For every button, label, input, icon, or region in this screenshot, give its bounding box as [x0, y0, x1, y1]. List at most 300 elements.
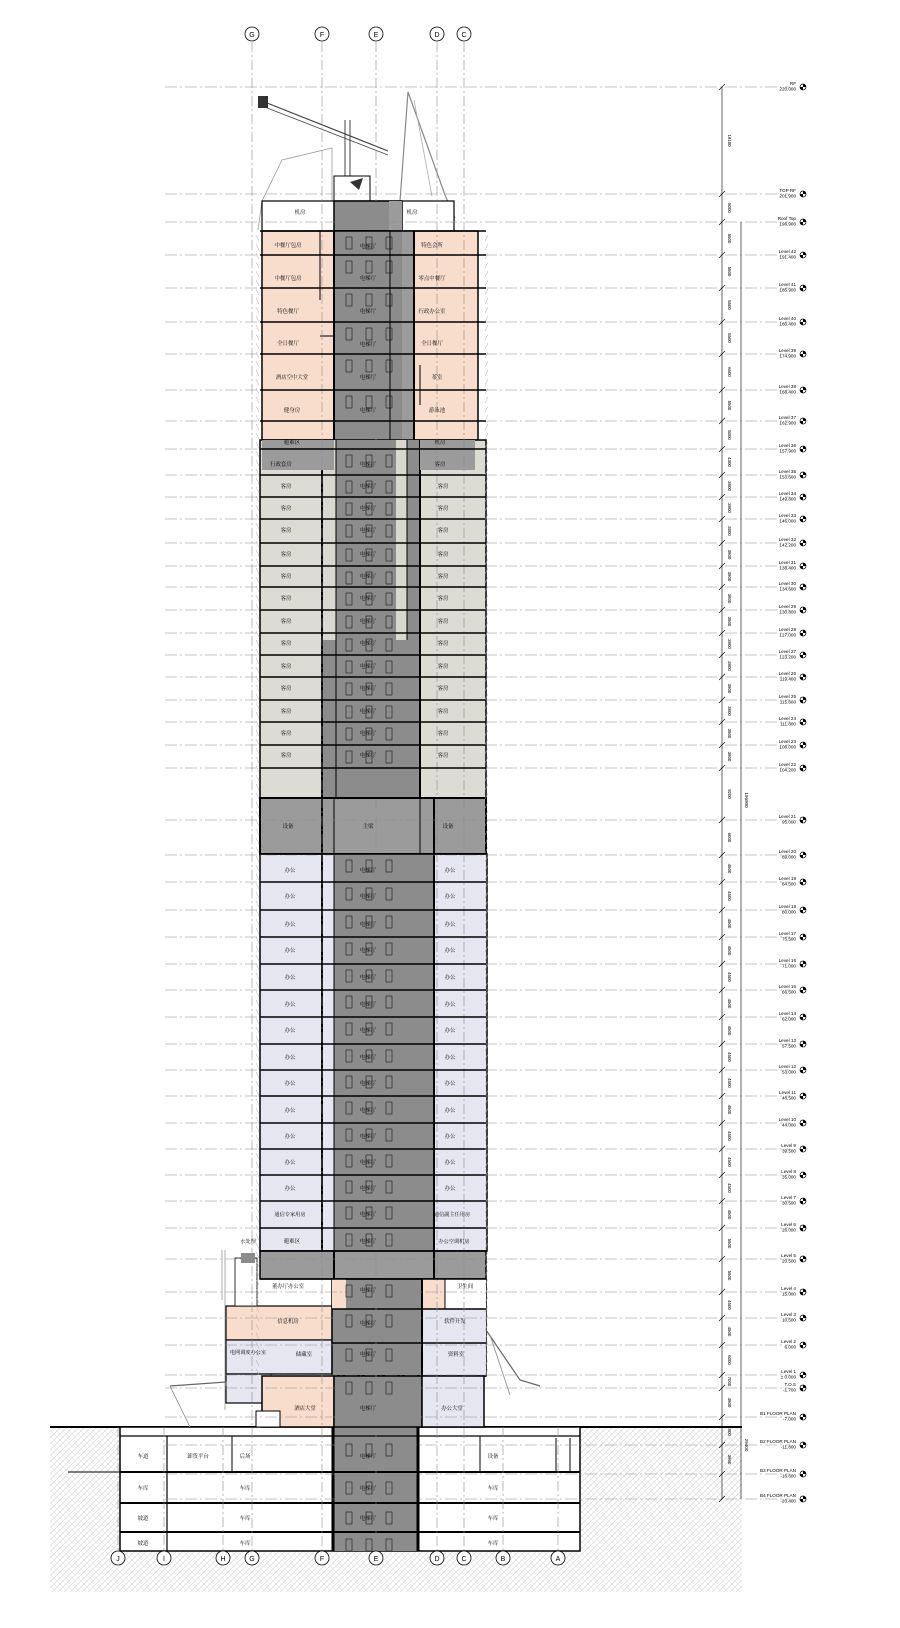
- core-label: 电梯厅: [359, 596, 377, 602]
- core-label: 电梯厅: [359, 574, 377, 580]
- room-label-office: 办公: [284, 1134, 296, 1140]
- room-label-office: 办公: [444, 948, 456, 954]
- dimension-value: 5500: [727, 333, 732, 343]
- level-elevation: 111.800: [780, 721, 796, 727]
- level-elevation: -20.400: [780, 1498, 796, 1504]
- room-label-l38-right: 茶室: [431, 375, 443, 381]
- dimension-value: 3800: [727, 683, 732, 694]
- core-label: 电梯厅: [359, 484, 377, 490]
- room-label-office: 办公: [284, 922, 296, 928]
- grid-label-bottom: A: [555, 1556, 561, 1563]
- room-label-guest: 客房: [280, 574, 292, 580]
- dimension-value: 3800: [727, 571, 732, 582]
- level-elevation: 30.500: [781, 1200, 796, 1206]
- room-label-l42-left: 中餐厅包房: [274, 243, 302, 249]
- grid-label-bottom: E: [373, 1556, 379, 1563]
- core-label: 电梯厅: [359, 375, 377, 381]
- core-label: 电梯厅: [359, 686, 377, 692]
- dimension-value: 5500: [727, 266, 732, 277]
- room-label-l7-left: 通信专家用房: [274, 1212, 306, 1218]
- core-label: 电梯厅: [359, 1406, 377, 1412]
- level-name: Level 2: [781, 1339, 796, 1344]
- room-label-office: 办公: [444, 1002, 456, 1008]
- dimension-value: 4500: [727, 1300, 732, 1310]
- room-label-b2-garage: 车库: [137, 1486, 149, 1492]
- level-elevation: 71.000: [781, 963, 796, 969]
- level-elevation: 66.500: [781, 989, 796, 995]
- dimension-value: 6500: [727, 367, 732, 377]
- dimension-value: 7000: [727, 1376, 732, 1387]
- core-label: 电梯厅: [359, 1028, 377, 1034]
- level-name: Level 40: [778, 316, 796, 321]
- level-name: Level 13: [778, 1038, 796, 1043]
- level-elevation: 95.000: [781, 819, 796, 825]
- room-label-b1-right: 设备: [487, 1454, 499, 1460]
- room-label-office: 办公: [284, 975, 296, 981]
- level-name: Level 38: [778, 384, 796, 389]
- room-label-b3-garage: 车库: [239, 1516, 251, 1522]
- level-elevation: 142.200: [779, 542, 796, 548]
- grid-label-top: D: [434, 32, 440, 39]
- core-label: 电梯厅: [359, 948, 377, 954]
- level-elevation: 57.500: [781, 1043, 796, 1049]
- level-name: Level 8: [781, 1169, 796, 1174]
- level-elevation: 196.900: [779, 221, 796, 227]
- room-label-guest: 客房: [437, 641, 449, 647]
- level-elevation: 26.000: [781, 1227, 796, 1233]
- level-elevation: 115.600: [779, 699, 796, 705]
- core-label: 电梯厅: [359, 731, 377, 737]
- grid-label-bottom: G: [249, 1556, 255, 1563]
- level-name: Level 22: [778, 762, 796, 767]
- level-elevation: 134.600: [779, 586, 796, 592]
- room-label-l36-left: 避难区: [283, 440, 301, 446]
- room-label-guest: 客房: [280, 528, 292, 534]
- room-label-l1-right: 办公大堂: [441, 1406, 463, 1412]
- core-label: 电梯厅: [359, 894, 377, 900]
- level-elevation: 20.500: [781, 1258, 796, 1264]
- core-label: 电梯厅: [359, 1516, 377, 1522]
- dimension-value: 5500: [727, 233, 732, 244]
- grid-label-bottom: B: [500, 1556, 506, 1563]
- core-label: 电梯厅: [359, 1134, 377, 1140]
- level-name: Level 28: [778, 627, 796, 632]
- room-label-guest: 客房: [437, 753, 449, 759]
- grid-label-bottom: C: [461, 1556, 467, 1563]
- room-label-l36-right: 机房: [434, 440, 446, 446]
- room-label-l6-outside: 水处理: [240, 1239, 256, 1245]
- dimension-value: 3800: [727, 1454, 732, 1465]
- level-elevation: 35.000: [781, 1174, 796, 1180]
- core-label: 电梯厅: [359, 922, 377, 928]
- level-name: Level 10: [778, 1117, 796, 1122]
- level-name: B1 FLOOR PLAN: [760, 1411, 796, 1416]
- room-label-guest: 客房: [280, 641, 292, 647]
- dimension-value: 4800: [727, 1426, 732, 1436]
- level-name: Level 4: [781, 1286, 796, 1291]
- room-label-office: 办公: [284, 1186, 296, 1192]
- core-label: 电梯厅: [359, 664, 377, 670]
- dimension-value: 3800: [727, 751, 732, 762]
- dimension-total: 196900: [744, 792, 749, 808]
- grid-label-top: G: [249, 32, 255, 39]
- level-name: Level 9: [781, 1143, 796, 1148]
- level-name: Level 27: [778, 649, 796, 654]
- room-label-guest: 客房: [280, 596, 292, 602]
- level-name: Level 21: [778, 814, 796, 819]
- level-elevation: 191.400: [779, 254, 796, 260]
- level-elevation: 220.000: [779, 86, 796, 92]
- level-name: Level 16: [778, 958, 796, 963]
- room-label-office: 办公: [444, 1028, 456, 1034]
- dimension-value: 4500: [727, 891, 732, 901]
- dimension-value: 5500: [727, 1270, 732, 1281]
- room-label-l5-right: 卫生间: [456, 1284, 474, 1290]
- level-name: Level 3: [781, 1312, 796, 1317]
- level-name: Level 11: [778, 1090, 796, 1095]
- dimension-value: 5500: [727, 300, 732, 310]
- level-elevation: -16.600: [780, 1473, 796, 1479]
- room-label-b2-garage: 车库: [239, 1486, 251, 1492]
- dimension-value: 4500: [727, 918, 732, 929]
- room-label-l7-right: 通信副主任用房: [433, 1212, 471, 1218]
- dimension-value: 3800: [727, 549, 732, 560]
- room-label-b1-platform: 卸货平台: [187, 1454, 209, 1460]
- room-label-guest: 客房: [437, 574, 449, 580]
- level-name: Level 19: [778, 876, 796, 881]
- level-name: Level 5: [781, 1253, 796, 1258]
- room-label-office: 办公: [284, 948, 296, 954]
- dimension-value: 4500: [727, 1183, 732, 1193]
- room-label-l39-left: 全日餐厅: [277, 341, 299, 347]
- room-label-guest: 客房: [437, 731, 449, 737]
- level-name: Level 37: [778, 415, 796, 420]
- level-name: Level 15: [778, 984, 796, 989]
- level-name: Level 6: [781, 1222, 796, 1227]
- level-elevation: -11.800: [780, 1444, 796, 1450]
- dimension-value: 4800: [727, 1397, 732, 1408]
- room-label-l21-mid: 主梁: [362, 824, 374, 830]
- dimension-value: 3800: [727, 503, 732, 513]
- dimension-value: 4500: [727, 1131, 732, 1141]
- level-elevation: 89.000: [781, 854, 796, 860]
- level-elevation: 15.000: [781, 1291, 796, 1297]
- room-label-roof-right: 机房: [406, 210, 418, 216]
- room-label-l39-right: 全日餐厅: [421, 341, 443, 347]
- grid-label-top: E: [373, 32, 379, 39]
- room-label-l4-right: 软件开发: [444, 1319, 466, 1325]
- level-elevation: 44.000: [781, 1122, 796, 1128]
- room-label-b3-ramp: 坡道: [137, 1516, 149, 1522]
- dimension-value: 5000: [727, 203, 732, 213]
- core-label: 电梯厅: [359, 506, 377, 512]
- core-label: 电梯厅: [359, 1239, 377, 1245]
- room-label-office: 办公: [444, 922, 456, 928]
- room-label-guest: 客房: [437, 552, 449, 558]
- room-label-l35-left: 行政套房: [270, 462, 292, 468]
- level-name: Level 20: [778, 849, 796, 854]
- grid-label-bottom: H: [220, 1556, 226, 1563]
- level-name: Level 17: [778, 931, 796, 936]
- grid-label-top: F: [319, 32, 325, 39]
- grid-label-bottom: I: [163, 1556, 165, 1563]
- level-elevation: 185.900: [779, 287, 796, 293]
- dimension-value: 3800: [727, 616, 732, 627]
- level-elevation: 75.500: [781, 936, 796, 942]
- core-label: 电梯厅: [359, 276, 377, 282]
- level-elevation: 123.200: [779, 654, 796, 660]
- level-name: Level 42: [778, 249, 796, 254]
- room-label-office: 办公: [444, 1134, 456, 1140]
- room-label-l41-right: 零点中餐厅: [418, 276, 446, 282]
- core-label: 电梯厅: [359, 1288, 377, 1294]
- room-label-b2-garage: 车库: [487, 1486, 499, 1492]
- level-elevation: 138.400: [779, 565, 796, 571]
- grid-label-bottom: F: [319, 1556, 325, 1563]
- level-name: Level 12: [778, 1064, 796, 1069]
- level-elevation: 146.000: [779, 518, 796, 524]
- level-elevation: 180.400: [779, 321, 796, 327]
- dimension-value: 5000: [727, 430, 732, 440]
- level-elevation: ± 0.000: [780, 1374, 796, 1380]
- level-name: T.O.S: [784, 1382, 796, 1387]
- dimension-value: 4500: [727, 1326, 732, 1337]
- level-name: Level 36: [778, 443, 796, 448]
- dimension-value: 3800: [727, 639, 732, 649]
- room-label-b1-yard: 后场: [239, 1454, 251, 1460]
- room-label-l21-left: 设备: [282, 824, 294, 830]
- dimension-value: 3800: [727, 706, 732, 716]
- level-elevation: 80.000: [781, 909, 796, 915]
- level-elevation: 84.500: [781, 881, 796, 887]
- room-label-guest: 客房: [437, 686, 449, 692]
- core-label: 电梯厅: [359, 1186, 377, 1192]
- core-label: 电梯厅: [359, 1321, 377, 1327]
- room-label-guest: 客房: [437, 619, 449, 625]
- core-label: 电梯厅: [359, 868, 377, 874]
- level-elevation: 104.200: [779, 767, 796, 773]
- level-elevation: 6.000: [784, 1344, 796, 1350]
- level-name: Level 25: [778, 694, 796, 699]
- dimension-value: 6000: [727, 832, 732, 843]
- room-label-l40-left: 特色餐厅: [277, 309, 299, 315]
- room-label-office: 办公: [444, 975, 456, 981]
- level-name: Roof Top: [777, 216, 796, 221]
- room-label-l1-left: 酒店大堂: [294, 1406, 316, 1412]
- room-label-l5-left: 董办厅办公室: [271, 1284, 305, 1290]
- level-elevation: 39.500: [781, 1148, 796, 1154]
- dimension-value: 18100: [727, 134, 732, 147]
- level-elevation: 162.900: [779, 420, 796, 426]
- room-label-guest: 客房: [280, 709, 292, 715]
- grid-label-bottom: D: [434, 1556, 440, 1563]
- core-label: 电梯厅: [359, 462, 377, 468]
- level-name: Level 23: [778, 739, 796, 744]
- core-label: 电梯厅: [359, 1055, 377, 1061]
- level-name: Level 41: [778, 282, 796, 287]
- room-label-l42-right: 特色会所: [421, 243, 443, 249]
- level-name: Level 30: [778, 581, 796, 586]
- dimension-value: 3800: [727, 593, 732, 604]
- dimension-value: 3800: [727, 661, 732, 671]
- level-name: Level 18: [778, 904, 796, 909]
- level-elevation: 108.000: [779, 744, 796, 750]
- level-elevation: 149.800: [779, 496, 796, 502]
- room-label-guest: 客房: [280, 731, 292, 737]
- level-name: Level 35: [778, 469, 796, 474]
- core-label: 电梯厅: [359, 408, 377, 414]
- level-name: Level 39: [778, 348, 796, 353]
- level-elevation: 168.400: [779, 389, 796, 395]
- core-label: 电梯厅: [359, 1212, 377, 1218]
- room-label-l40-right: 行政办公室: [418, 309, 446, 315]
- level-elevation: -7.000: [782, 1416, 796, 1422]
- level-name: Level 1: [781, 1369, 796, 1374]
- core-label: 电梯厅: [359, 342, 377, 348]
- dimension-value: 3800: [727, 481, 732, 491]
- room-label-b4-ramp: 坡道: [137, 1541, 149, 1547]
- level-elevation: 174.900: [779, 353, 796, 359]
- room-label-l6-right: 办公空调机房: [438, 1239, 470, 1245]
- room-label-office: 办公: [444, 1108, 456, 1114]
- level-name: B4 FLOOR PLAN: [760, 1493, 796, 1498]
- room-label-guest: 客房: [280, 506, 292, 512]
- level-elevation: 48.500: [781, 1095, 796, 1101]
- level-name: Level 26: [778, 671, 796, 676]
- core-label: 电梯厅: [359, 1108, 377, 1114]
- level-elevation: 130.800: [779, 609, 796, 615]
- room-label-office: 办公: [444, 1081, 456, 1087]
- level-name: Level 31: [778, 560, 796, 565]
- core-label: 电梯厅: [359, 552, 377, 558]
- core-label: 电梯厅: [359, 309, 377, 315]
- level-elevation: -1.700: [782, 1387, 796, 1393]
- core-label: 电梯厅: [359, 1002, 377, 1008]
- room-label-guest: 客房: [280, 664, 292, 670]
- level-elevation: 62.000: [781, 1016, 796, 1022]
- dimension-value: 4300: [727, 457, 732, 467]
- room-label-roof-left: 机房: [294, 210, 306, 216]
- room-label-office: 办公: [284, 1081, 296, 1087]
- room-label-office: 办公: [444, 1186, 456, 1192]
- room-label-b4-garage: 车库: [239, 1541, 251, 1547]
- room-label-guest: 客房: [437, 664, 449, 670]
- core-label: 电梯厅: [359, 753, 377, 759]
- core-label: 电梯厅: [359, 641, 377, 647]
- dimension-value: 5500: [727, 400, 732, 411]
- room-label-guest: 客房: [280, 484, 292, 490]
- room-label-office: 办公: [284, 1002, 296, 1008]
- level-elevation: 119.400: [779, 676, 796, 682]
- level-name: Level 29: [778, 604, 796, 609]
- room-label-l38-left: 酒店空中大堂: [275, 375, 309, 381]
- core-label: 电梯厅: [359, 975, 377, 981]
- level-name: TOP RF: [779, 188, 796, 193]
- dimension-value: 9200: [727, 789, 732, 799]
- dimension-value: 5500: [727, 1238, 732, 1249]
- room-label-guest: 客房: [437, 506, 449, 512]
- room-label-l3-b: 储藏室: [295, 1352, 313, 1358]
- dimension-value: 4500: [727, 945, 732, 956]
- room-label-l3-a: 电网调度办公室: [229, 1350, 267, 1356]
- level-name: Level 24: [778, 716, 796, 721]
- level-name: Level 7: [781, 1195, 796, 1200]
- room-label-office: 办公: [444, 1160, 456, 1166]
- room-label-l41-left: 中餐厅包房: [274, 276, 302, 282]
- core-label: 电梯厅: [359, 1081, 377, 1087]
- dimension-value: 4500: [727, 998, 732, 1009]
- level-elevation: 53.000: [781, 1069, 796, 1075]
- core-label: 电梯厅: [359, 1454, 377, 1460]
- level-elevation: 10.500: [781, 1317, 796, 1323]
- core-label: 电梯厅: [359, 528, 377, 534]
- room-label-guest: 客房: [280, 552, 292, 558]
- grid-label-bottom: J: [116, 1556, 120, 1563]
- level-name: Level 32: [778, 537, 796, 542]
- level-name: Level 14: [778, 1011, 796, 1016]
- room-label-guest: 客房: [437, 484, 449, 490]
- room-label-office: 办公: [444, 1055, 456, 1061]
- dimension-value: 3800: [727, 526, 732, 536]
- dimension-value: 4500: [727, 1078, 732, 1088]
- room-label-guest: 客房: [280, 686, 292, 692]
- room-label-guest: 客房: [437, 709, 449, 715]
- level-elevation: 157.900: [779, 448, 796, 454]
- room-label-b3-garage: 车库: [487, 1516, 499, 1522]
- room-label-office: 办公: [284, 868, 296, 874]
- room-label-l21-right: 设备: [442, 824, 454, 830]
- core-label: 电梯厅: [359, 1486, 377, 1492]
- dimension-value: 4500: [727, 1209, 732, 1220]
- room-label-l6-left: 避难区: [283, 1239, 301, 1245]
- room-label-office: 办公: [284, 1108, 296, 1114]
- level-elevation: 127.000: [779, 632, 796, 638]
- room-label-b4-garage: 车库: [487, 1541, 499, 1547]
- dimension-total: 29400: [744, 1438, 749, 1452]
- room-label-l4-left: 信息机房: [277, 1319, 299, 1325]
- dimension-value: 4500: [727, 1104, 732, 1115]
- dimension-value: 3800: [727, 728, 732, 739]
- core-label: 电梯厅: [359, 1160, 377, 1166]
- dimension-value: 6000: [727, 1355, 732, 1365]
- room-label-guest: 客房: [437, 528, 449, 534]
- room-label-guest: 客房: [434, 462, 446, 468]
- core-label: 电梯厅: [359, 619, 377, 625]
- room-label-office: 办公: [444, 868, 456, 874]
- dimension-value: 4500: [727, 972, 732, 982]
- room-label-guest: 客房: [280, 619, 292, 625]
- dimension-value: 4500: [727, 1052, 732, 1062]
- room-label-office: 办公: [284, 1160, 296, 1166]
- room-label-guest: 客房: [437, 596, 449, 602]
- core-label: 电梯厅: [359, 1352, 377, 1358]
- level-elevation: 153.600: [779, 474, 796, 480]
- dimension-value: 4500: [727, 1025, 732, 1036]
- level-name: Level 33: [778, 513, 796, 518]
- grid-label-top: C: [461, 32, 467, 39]
- dimension-value: 4500: [727, 1157, 732, 1167]
- level-name: RF: [789, 81, 796, 86]
- level-elevation: 201.900: [779, 193, 796, 199]
- room-label-l3-right: 资料室: [447, 1352, 465, 1358]
- dimension-value: 4500: [727, 863, 732, 874]
- core-label: 电梯厅: [359, 709, 377, 715]
- room-label-office: 办公: [284, 1055, 296, 1061]
- room-label-l37-right: 游泳池: [428, 408, 446, 414]
- level-name: B2 FLOOR PLAN: [760, 1439, 796, 1444]
- room-label-b1-lane: 车道: [137, 1454, 149, 1460]
- level-name: Level 34: [778, 491, 796, 496]
